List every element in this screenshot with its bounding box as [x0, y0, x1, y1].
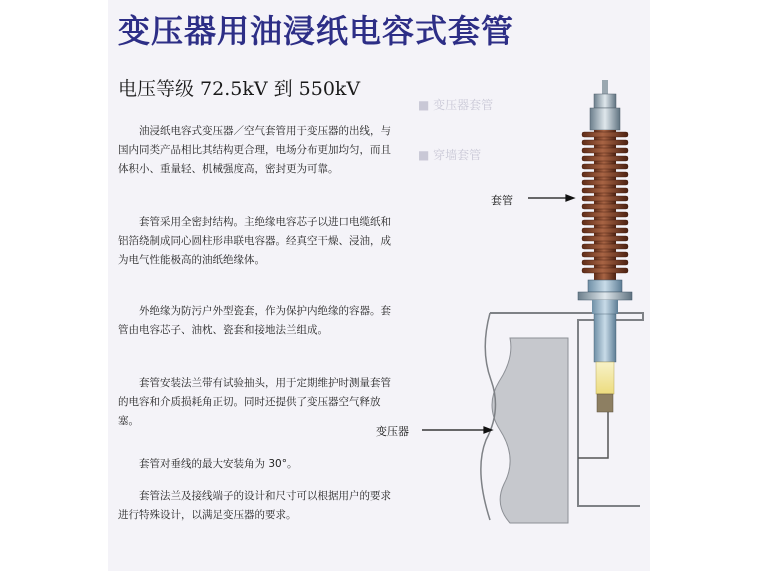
transformer-arrow — [422, 427, 492, 433]
bleed-through-text: ■ 穿墙套管 — [418, 148, 482, 162]
lower-porcelain-oil-end — [596, 362, 614, 394]
voltage-range-subtitle: 电压等级 72.5kV 到 550kV — [118, 78, 361, 100]
paragraph-application: 油浸纸电容式变压器／空气套管用于变压器的出线，与国内同类产品相比其结构更合理，电场分布更加均匀，而且体积小、重量轻、机械强度高，密封更为可靠。 — [118, 125, 391, 175]
paragraph-installation-angle: 套管对垂线的最大安装角为 30°。 — [139, 458, 298, 470]
transformer-label: 变压器 — [376, 425, 409, 438]
lower-sleeve — [594, 314, 616, 362]
bottom-shield — [597, 394, 613, 412]
bushing-label: 套管 — [491, 194, 513, 207]
mounting-flange — [588, 280, 622, 292]
paragraph-custom-design: 套管法兰及接线端子的设计和尺寸可以根据用户的要求进行特殊设计，以满足变压器的要求。 — [118, 490, 391, 521]
oil-conservator — [590, 108, 620, 130]
top-cap — [594, 94, 616, 108]
bushing-arrow — [528, 195, 574, 201]
bleed-through-text: ■ 变压器套管 — [418, 98, 494, 112]
top-terminal — [602, 80, 608, 94]
paragraph-test-tap: 套管安装法兰带有试验抽头，用于定期维护时测量套管的电容和介质损耗角正切。同时还提供了变压器空气释放塞。 — [118, 377, 391, 427]
flange-plate — [578, 292, 632, 300]
paragraph-external-insulation: 外绝缘为防污户外型瓷套，作为保护内绝缘的容器。套管由电容芯子、油枕、瓷套和接地法兰组成。 — [118, 305, 391, 336]
transformer-tank — [492, 338, 568, 523]
lead-wire — [578, 412, 608, 458]
paragraph-structure: 套管采用全密封结构。主绝缘电容芯子以进口电缆纸和铝箔绕制成同心圆柱形串联电容器。经真空干燥、浸油，成为电气性能极高的油纸绝缘体。 — [118, 216, 391, 266]
page-title: 变压器用油浸纸电容式套管 — [118, 12, 515, 50]
document-page — [108, 0, 650, 571]
current-transformer-pocket — [592, 300, 618, 314]
bushing-diagram — [108, 0, 650, 571]
